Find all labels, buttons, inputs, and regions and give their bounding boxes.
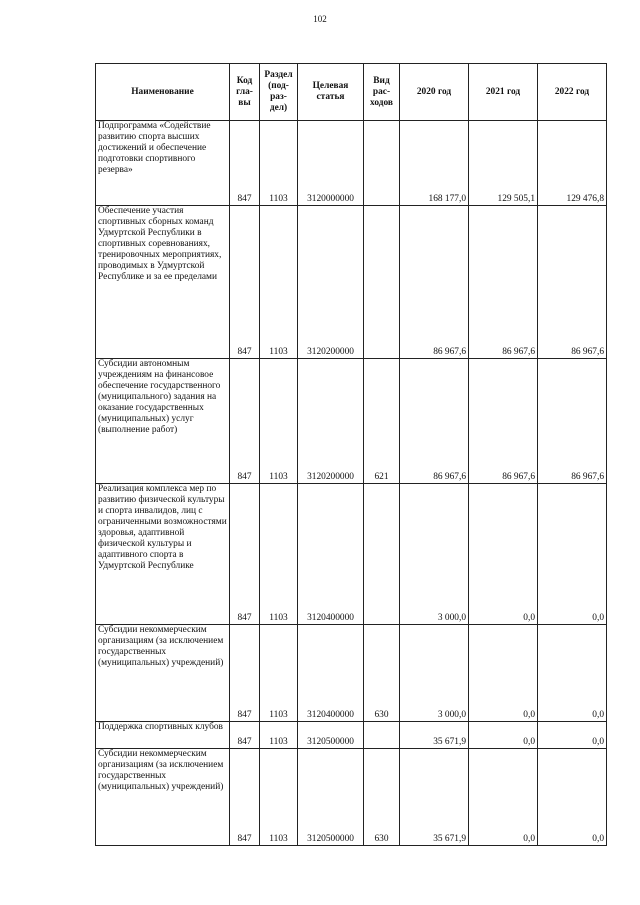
row-expense: 621 [364, 359, 400, 484]
row-2021: 0,0 [469, 749, 538, 846]
row-section: 1103 [260, 749, 298, 846]
row-section: 1103 [260, 722, 298, 749]
header-chapter-code: Код гла- вы [230, 64, 260, 121]
header-2020: 2020 год [400, 64, 469, 121]
row-section: 1103 [260, 484, 298, 625]
row-2022: 129 476,8 [538, 121, 607, 206]
row-article: 3120200000 [298, 359, 364, 484]
row-2021: 86 967,6 [469, 359, 538, 484]
table-row [96, 206, 607, 359]
row-name: Поддержка спортивных клубов [96, 722, 230, 749]
budget-table [95, 63, 607, 846]
row-name: Обеспечение участия спортивных сборных команд Удмуртской Республики в спортивных соревнованиях, тренировочных мероприятиях, проводимых в Удмуртской Республике и за ее пределами [96, 206, 230, 359]
row-2020: 3 000,0 [400, 625, 469, 722]
row-expense [364, 484, 400, 625]
row-2022: 0,0 [538, 722, 607, 749]
row-article: 3120000000 [298, 121, 364, 206]
header-row [96, 64, 607, 121]
row-section: 1103 [260, 625, 298, 722]
row-2020: 168 177,0 [400, 121, 469, 206]
page-number: 102 [313, 14, 327, 24]
header-name: Наименование [96, 64, 230, 121]
row-expense: 630 [364, 625, 400, 722]
row-2021: 0,0 [469, 484, 538, 625]
table-row [96, 121, 607, 206]
row-2022: 86 967,6 [538, 206, 607, 359]
row-chapter: 847 [230, 722, 260, 749]
header-target-article: Целевая статья [298, 64, 364, 121]
row-expense [364, 121, 400, 206]
row-name: Субсидии некоммерческим организациям (за исключением государственных (муниципальных) учреждений) [96, 625, 230, 722]
row-name: Реализация комплекса мер по развитию физической культуры и спорта инвалидов, лиц с ограниченными возможностями здоровья, адаптивной физической культуры и адаптивного спорта в Удмуртской Республике [96, 484, 230, 625]
row-expense [364, 722, 400, 749]
row-expense: 630 [364, 749, 400, 846]
row-article: 3120500000 [298, 749, 364, 846]
row-2020: 86 967,6 [400, 206, 469, 359]
row-chapter: 847 [230, 484, 260, 625]
header-2022: 2022 год [538, 64, 607, 121]
row-section: 1103 [260, 121, 298, 206]
row-2021: 0,0 [469, 722, 538, 749]
table-row [96, 722, 607, 749]
table-row [96, 484, 607, 625]
row-chapter: 847 [230, 206, 260, 359]
row-2020: 35 671,9 [400, 749, 469, 846]
table-row [96, 625, 607, 722]
row-chapter: 847 [230, 121, 260, 206]
header-2021: 2021 год [469, 64, 538, 121]
row-article: 3120400000 [298, 625, 364, 722]
row-name: Субсидии некоммерческим организациям (за исключением государственных (муниципальных) учреждений) [96, 749, 230, 846]
row-2021: 0,0 [469, 625, 538, 722]
row-2021: 129 505,1 [469, 121, 538, 206]
row-name: Субсидии автономным учреждениям на финансовое обеспечение государственного (муниципального) задания на оказание государственных (муниципальных) услуг (выполнение работ) [96, 359, 230, 484]
header-section: Раздел (под- раз- дел) [260, 64, 298, 121]
row-name: Подпрограмма «Содействие развитию спорта высших достижений и обеспечение подготовки спортивного резерва» [96, 121, 230, 206]
row-2022: 0,0 [538, 749, 607, 846]
row-chapter: 847 [230, 625, 260, 722]
row-expense [364, 206, 400, 359]
row-2022: 0,0 [538, 625, 607, 722]
row-section: 1103 [260, 206, 298, 359]
row-2020: 86 967,6 [400, 359, 469, 484]
row-chapter: 847 [230, 749, 260, 846]
row-2022: 0,0 [538, 484, 607, 625]
table-row [96, 749, 607, 846]
header-expense-type: Вид рас- ходов [364, 64, 400, 121]
table-row [96, 359, 607, 484]
row-2022: 86 967,6 [538, 359, 607, 484]
row-2020: 35 671,9 [400, 722, 469, 749]
row-article: 3120400000 [298, 484, 364, 625]
row-2021: 86 967,6 [469, 206, 538, 359]
row-chapter: 847 [230, 359, 260, 484]
row-2020: 3 000,0 [400, 484, 469, 625]
row-article: 3120500000 [298, 722, 364, 749]
row-article: 3120200000 [298, 206, 364, 359]
row-section: 1103 [260, 359, 298, 484]
